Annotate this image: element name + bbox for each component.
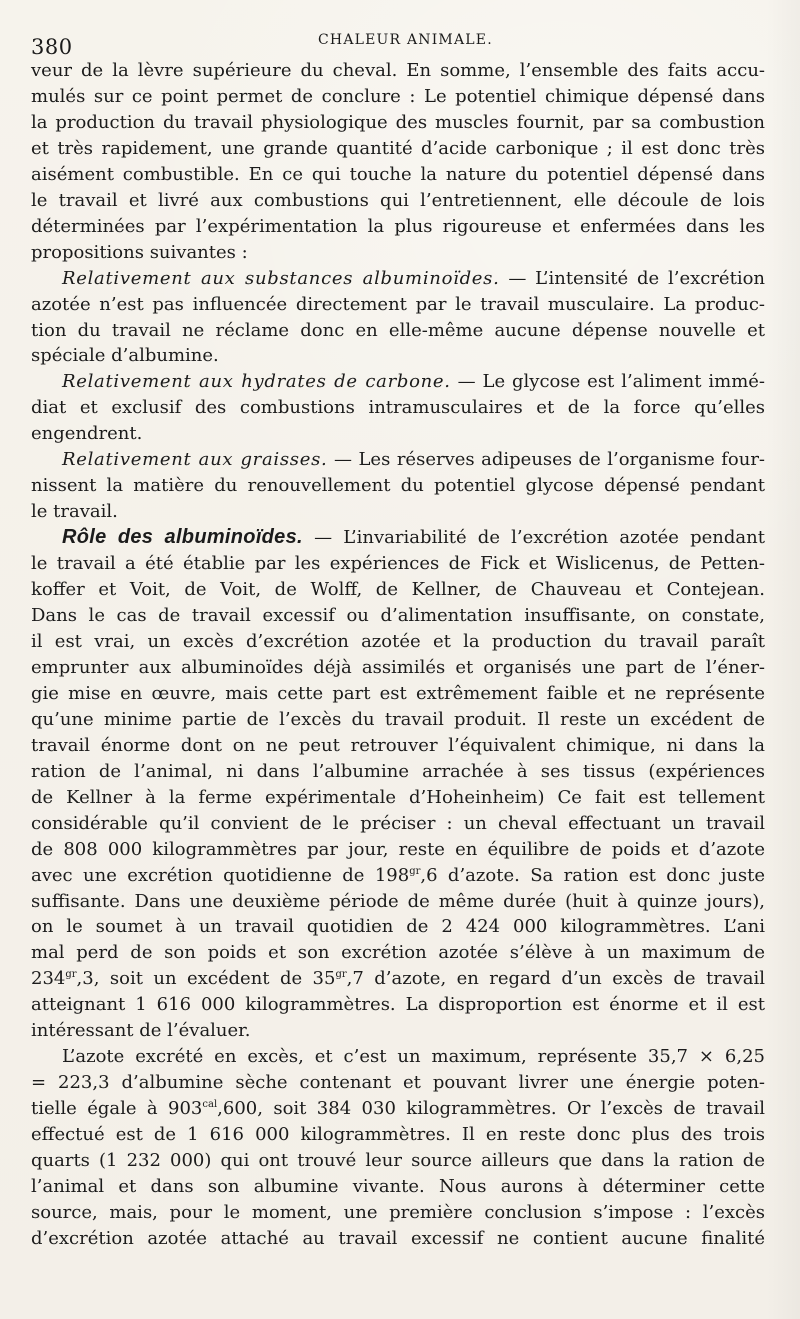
text-line: L’azote excrété en excès, et c’est un maximum, représente 35,7 × 6,25: [62, 1046, 765, 1068]
text-line: et très rapidement, une grande quantité d’acide carbonique ; il est donc très: [31, 137, 765, 159]
bold-heading: Rôle des albuminoïdes.: [62, 526, 303, 549]
text-line: aisément combustible. En ce qui touche la nature du potentiel dépensé dans: [31, 163, 765, 185]
italic-heading: Relativement aux graisses.: [62, 449, 328, 471]
text-line: mal perd de son poids et son excrétion azotée s’élève à un maximum de: [31, 942, 765, 964]
text-line: le travail et livré aux combustions qui l’entretiennent, elle découle de lois: [31, 189, 765, 211]
paragraph-albuminoides: [31, 266, 765, 370]
page-content: [31, 58, 765, 1252]
text-line: tion du travail ne réclame donc en elle-même aucune dépense nouvelle et: [31, 319, 765, 341]
superscript: gr: [335, 969, 347, 981]
text-line: considérable qu’il convient de le préciser : un cheval effectuant un travail: [31, 812, 765, 834]
text-fragment: — L’intensité de l’excrétion: [499, 267, 766, 289]
text-line-with-superscript: [31, 1096, 765, 1122]
paragraph-graisses: [31, 447, 765, 525]
paragraph-hydrates: [31, 369, 765, 447]
text-line: le travail.: [31, 501, 118, 523]
text-line: la production du travail physiologique des muscles fournit, par sa combustion: [31, 111, 765, 133]
text-line: suffisante. Dans une deuxième période de même durée (huit à quinze jours),: [31, 890, 765, 912]
text-line: nissent la matière du renouvellement du potentiel glycose dépensé pendant: [31, 475, 765, 497]
text-line-with-heading: [31, 266, 765, 292]
superscript: gr: [409, 865, 421, 877]
text-line: travail énorme dont on ne peut retrouver l’équivalent chimique, ni dans la: [31, 734, 765, 756]
italic-heading: Relativement aux hydrates de carbone.: [62, 371, 451, 393]
text-line: koffer et Voit, de Voit, de Wolff, de Kellner, de Chauveau et Contejean.: [31, 579, 765, 601]
superscript: cal: [202, 1099, 218, 1111]
text-fragment: ,600, soit 384 030 kilogrammètres. Or l’excès de travail: [217, 1098, 765, 1120]
text-line: déterminées par l’expérimentation la plus rigoureuse et enfermées dans les: [31, 215, 765, 237]
text-line: d’excrétion azotée attaché au travail excessif ne contient aucune finalité: [31, 1227, 765, 1249]
text-line: spéciale d’albumine.: [31, 345, 219, 367]
text-line: Dans le cas de travail excessif ou d’alimentation insuffisante, on constate,: [31, 605, 765, 627]
text-line: il est vrai, un excès d’excrétion azotée et la production du travail paraît: [31, 630, 765, 652]
text-fragment: — L’invariabilité de l’excrétion azotée pendant: [302, 527, 765, 549]
text-fragment: ,3, soit un excédent de 35: [76, 968, 336, 990]
text-fragment: 234: [31, 968, 66, 990]
text-line-with-heading: [31, 525, 765, 551]
text-line: intéressant de l’évaluer.: [31, 1020, 251, 1042]
superscript: gr: [65, 969, 77, 981]
italic-heading: Relativement aux substances albuminoïdes.: [62, 267, 500, 289]
text-fragment: — Le glycose est l’aliment immé-: [450, 371, 765, 393]
text-line: gie mise en œuvre, mais cette part est extrêmement faible et ne représente: [31, 682, 765, 704]
text-line: l’animal et dans son albumine vivante. Nous aurons à déterminer cette: [31, 1175, 765, 1197]
paragraph-azote: [31, 1044, 765, 1252]
page-number: 380: [31, 35, 73, 59]
paragraph-intro: [31, 58, 765, 266]
text-line-with-heading: [31, 447, 765, 473]
text-fragment: — Les réserves adipeuses de l’organisme four-: [327, 449, 766, 471]
text-line: engendrent.: [31, 423, 143, 445]
text-line: mulés sur ce point permet de conclure : Le potentiel chimique dépensé dans: [31, 85, 765, 107]
text-fragment: avec une excrétion quotidienne de 198: [31, 864, 410, 886]
text-line: de 808 000 kilogrammètres par jour, reste en équilibre de poids et d’azote: [31, 838, 765, 860]
text-line: qu’une minime partie de l’excès du travail produit. Il reste un excédent de: [31, 708, 765, 730]
text-line: atteignant 1 616 000 kilogrammètres. La disproportion est énorme et il est: [31, 994, 765, 1016]
text-line: diat et exclusif des combustions intramusculaires et de la force qu’elles: [31, 397, 765, 419]
text-line: de Kellner à la ferme expérimentale d’Hoheinheim) Ce fait est tellement: [31, 786, 765, 808]
text-line: source, mais, pour le moment, une première conclusion s’impose : l’excès: [31, 1201, 765, 1223]
text-fragment: ,7 d’azote, en regard d’un excès de travail: [346, 968, 765, 990]
text-line: = 223,3 d’albumine sèche contenant et pouvant livrer une énergie poten-: [31, 1072, 765, 1094]
text-line-with-superscript: [31, 863, 765, 889]
page-edge-shadow: [766, 0, 800, 1319]
text-line-with-heading: [31, 369, 765, 395]
text-line: effectué est de 1 616 000 kilogrammètres. Il en reste donc plus des trois: [31, 1124, 765, 1146]
paragraph-role: [31, 525, 765, 1044]
text-line: quarts (1 232 000) qui ont trouvé leur source ailleurs que dans la ration de: [31, 1150, 765, 1172]
text-line: on le soumet à un travail quotidien de 2 424 000 kilogrammètres. L’ani: [31, 916, 765, 938]
text-line: le travail a été établie par les expériences de Fick et Wislicenus, de Petten-: [31, 553, 765, 575]
text-fragment: tielle égale à 903: [31, 1098, 203, 1120]
text-fragment: ,6 d’azote. Sa ration est donc juste: [420, 864, 765, 886]
text-line: ration de l’animal, ni dans l’albumine arrachée à ses tissus (expériences: [31, 760, 765, 782]
page-header: [31, 30, 758, 59]
text-line: azotée n’est pas influencée directement par le travail musculaire. La produc-: [31, 293, 765, 315]
text-line: veur de la lèvre supérieure du cheval. En somme, l’ensemble des faits accu-: [31, 60, 765, 81]
running-title: CHALEUR ANIMALE.: [318, 32, 493, 48]
text-line: propositions suivantes :: [31, 241, 248, 263]
text-line-with-superscript: [31, 966, 765, 992]
text-line: emprunter aux albuminoïdes déjà assimilés et organisés une part de l’éner-: [31, 656, 765, 678]
